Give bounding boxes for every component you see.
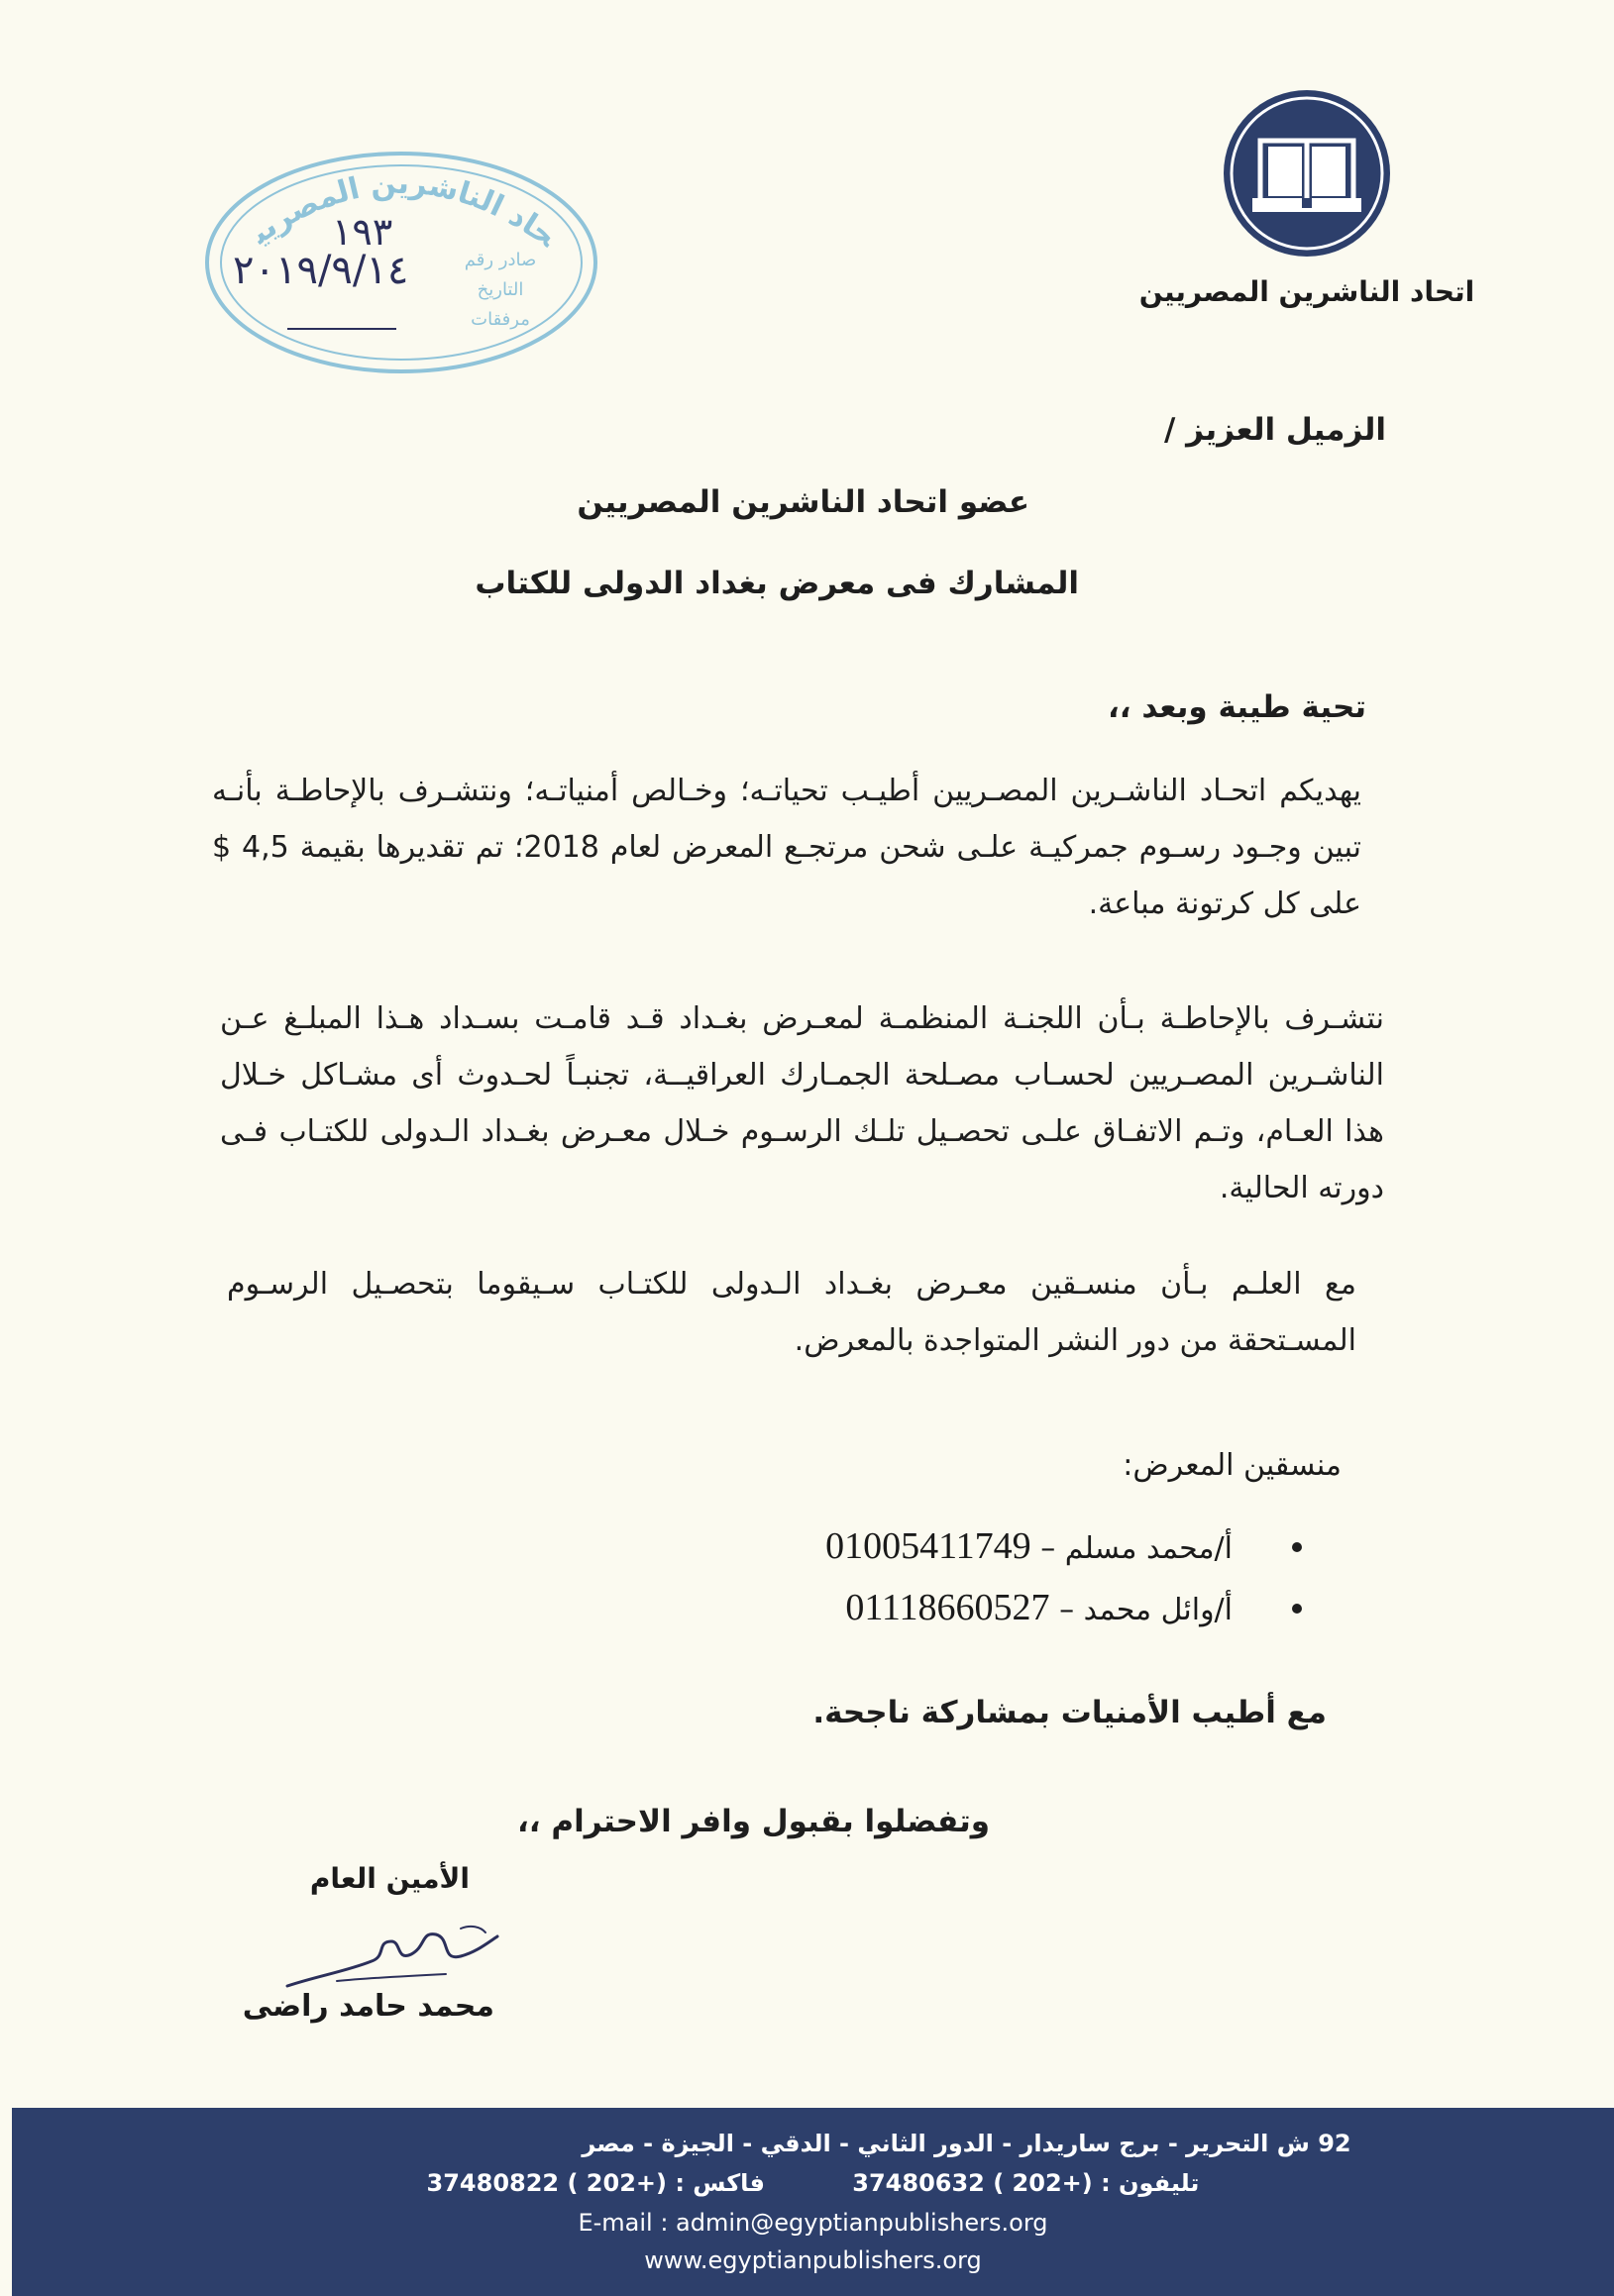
wishes: مع أطيب الأمنيات بمشاركة ناجحة. (812, 1695, 1327, 1730)
footer-email[interactable]: E-mail : admin@egyptianpublishers.org (578, 2209, 1048, 2237)
bullet-icon (1292, 1604, 1302, 1614)
footer-address (12, 2130, 1614, 2157)
footer-phone-value: 37480632 ( 202+) (852, 2169, 1093, 2197)
recipient-exhibition: المشارك فى معرض بغداد الدولى للكتاب (475, 566, 1079, 601)
stamp-date-label: التاريخ (477, 279, 524, 300)
signatory-title: الأمين العام (309, 1862, 470, 1895)
footer-fax-label: فاكس : (675, 2169, 765, 2197)
footer-phone-label: تليفون : (1101, 2169, 1200, 2197)
coordinator-name: أ/وائل محمد – (1059, 1593, 1233, 1627)
paragraph-2: نتشـرف بالإحاطـة بـأن اللجنـة المنظمـة لمعـرض بغـداد قـد قامـت بسـداد هـذا المبلـغ عـن الناشـرين المصـريين لحسـاب مصـلحة الجمـارك العراقيــة، تجنبـاً لحـدوث أى مشـاكل خـلال هذا العـام، وتـم الاتفـاق علـى تحصـيل تلـك الرسـوم خـلال معـرض بغـداد الـدولى للكتـاب فـى دورته الحالية. (220, 1001, 1384, 1205)
footer-address-text: 92 ش التحرير - برج ساريدار - الدور الثاني - الدقي - الجيزة - مصر (582, 2130, 1351, 2157)
list-item (825, 1515, 1233, 1577)
coordinators-list (825, 1515, 1233, 1638)
footer-website[interactable]: www.egyptianpublishers.org (644, 2246, 982, 2274)
handwritten-signature (277, 1917, 505, 1996)
closing: وتفضلوا بقبول وافر الاحترام ،، (517, 1804, 990, 1839)
org-name: اتحاد الناشرين المصريين (1138, 275, 1475, 308)
paragraph-1: يهديكم اتحـاد الناشـرين المصـريين أطيـب تحياتـه؛ وخـالص أمنياتـه؛ ونتشـرف بالإحاطـة بأنـه تبين وجـود رسـوم جمركيـة علـى شحن مرتجـع المعرض لعام 2018؛ تم تقديرها بقيمة 4,5 $ على كل كرتونة مباعة. (212, 774, 1362, 921)
greeting: تحية طيبة وبعد ،، (1108, 689, 1366, 725)
stamp-date-value: ٢٠١٩/٩/١٤ (233, 248, 409, 293)
salutation: الزميل العزيز / (1164, 412, 1386, 448)
footer-fax-value: 37480822 ( 202+) (426, 2169, 667, 2197)
stamp-attachments-label: مرفقات (471, 309, 530, 330)
coordinators-title: منسقين المعرض: (1123, 1448, 1342, 1483)
coordinator-phone: 01005411749 (825, 1525, 1031, 1567)
org-logo (1119, 89, 1495, 308)
bullet-icon (1292, 1542, 1302, 1552)
signatory-name: محمد حامد راضى (242, 1989, 494, 2024)
footer-contact-numbers (12, 2169, 1614, 2197)
open-book-icon (1223, 89, 1391, 258)
paragraph-3: مع العلـم بـأن منسـقين معـرض بغـداد الـدولى للكتـاب سـيقوما بتحصـيل الرسـوم المسـتحقة من دور النشر المتواجدة بالمعرض. (227, 1267, 1356, 1358)
footer-phone (852, 2169, 1199, 2197)
letterhead-footer (12, 2108, 1614, 2296)
stamp-number-value: ١٩٣ (332, 210, 393, 254)
coordinator-phone: 01118660527 (845, 1587, 1050, 1628)
recipient-member: عضو اتحاد الناشرين المصريين (577, 484, 1029, 520)
list-item (825, 1577, 1233, 1638)
footer-fax (427, 2169, 765, 2197)
stamp-org-name: حاد الناشرين المصريي (244, 165, 563, 255)
official-stamp (203, 149, 599, 376)
coordinator-name: أ/محمد مسلم – (1040, 1531, 1233, 1566)
stamp-number-label: صادر رقم (464, 250, 537, 270)
